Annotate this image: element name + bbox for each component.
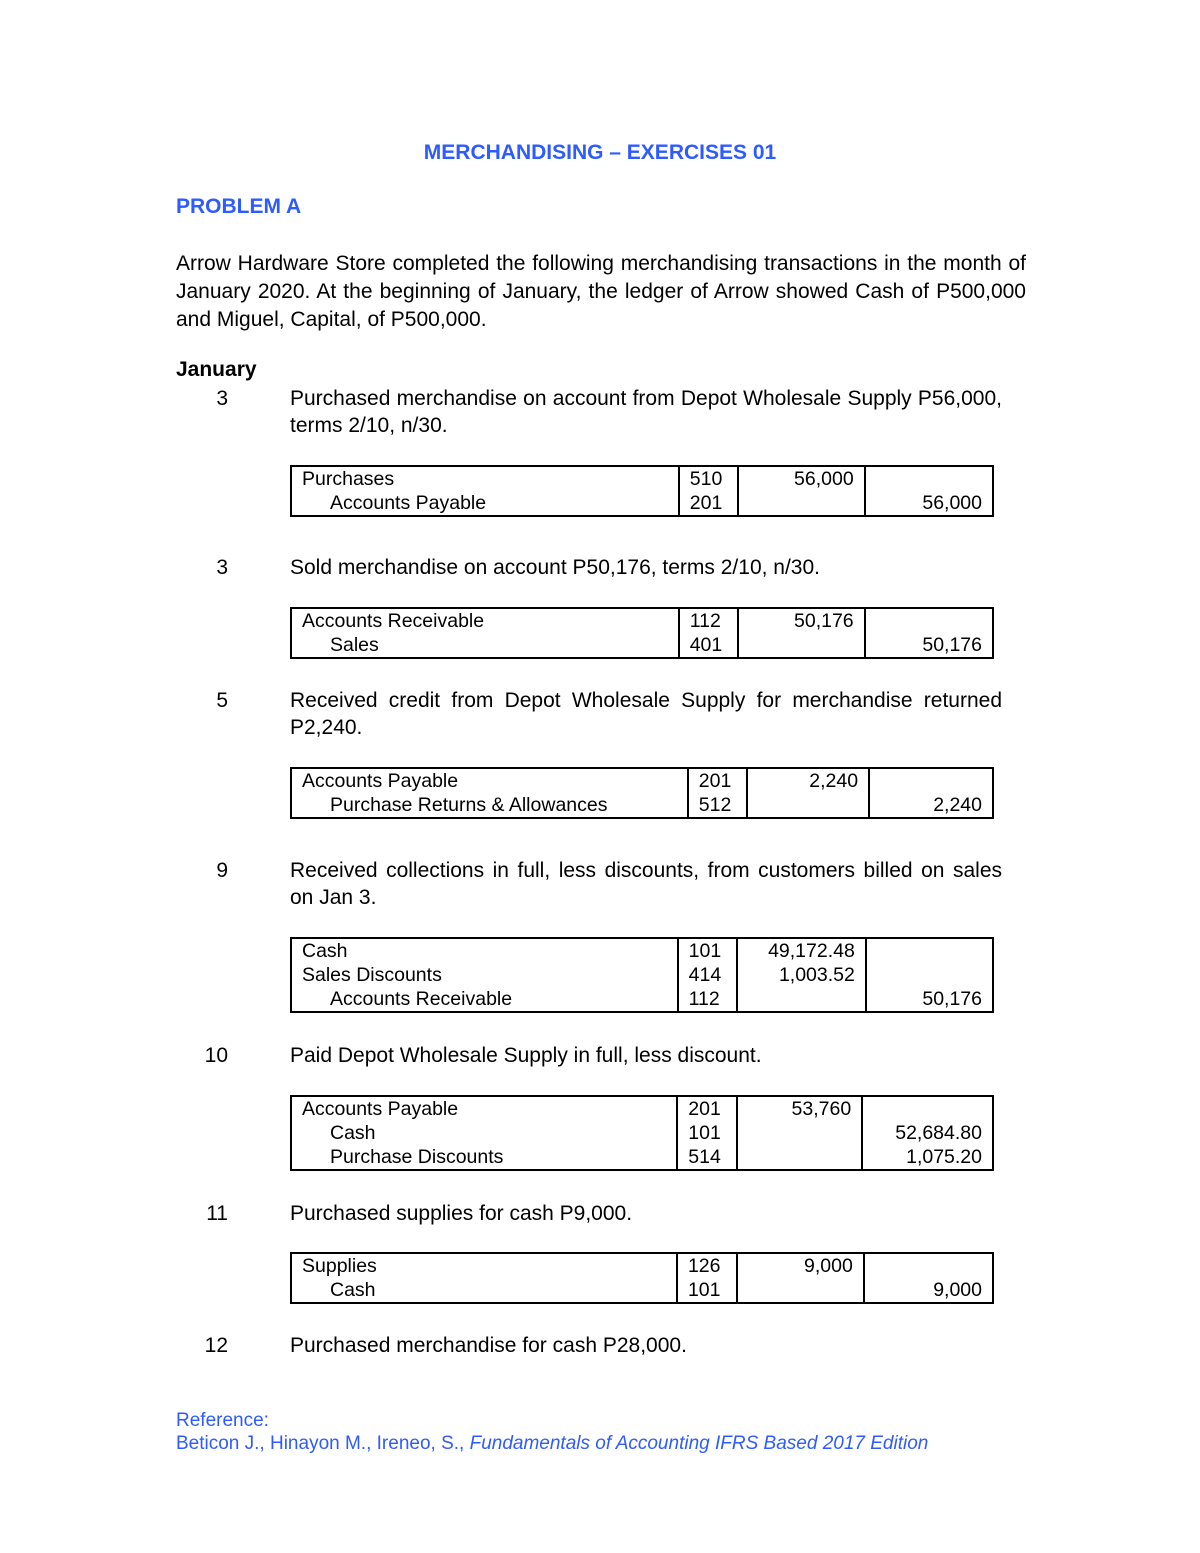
transaction-day: 10 [204, 1044, 228, 1067]
journal-entry [290, 607, 994, 659]
transaction-description: Received collections in full, less discounts, from customers billed on sales on Jan 3. [290, 859, 1002, 909]
transaction-day: 11 [206, 1202, 228, 1225]
account-name: Purchase Returns & Allowances [330, 794, 608, 816]
reference-citation [176, 1433, 928, 1455]
transaction-day: 9 [216, 859, 228, 882]
transaction-description: Received credit from Depot Wholesale Supply for merchandise returned P2,240. [290, 689, 1002, 739]
problem-heading: PROBLEM A [176, 195, 302, 218]
account-ref: 510 [679, 466, 738, 491]
transaction-description: Purchased merchandise for cash P28,000. [290, 1334, 687, 1357]
journal-row [291, 1145, 993, 1170]
debit-amount [737, 1145, 863, 1170]
account-name: Accounts Payable [302, 770, 459, 792]
account-name: Accounts Payable [330, 492, 487, 514]
journal-row [291, 466, 993, 491]
account-ref: 112 [678, 987, 737, 1012]
journal-entry [290, 465, 994, 517]
page-title: MERCHANDISING – EXERCISES 01 [423, 141, 777, 164]
month-heading: January [176, 358, 257, 381]
credit-amount: 1,075.20 [862, 1145, 993, 1170]
credit-amount [865, 608, 993, 633]
debit-amount [738, 491, 865, 516]
journal-entry [290, 1095, 994, 1171]
account-name: Supplies [302, 1255, 377, 1277]
account-ref: 401 [679, 633, 738, 658]
journal-row [291, 1096, 993, 1121]
credit-amount [866, 938, 993, 963]
credit-amount [866, 963, 993, 987]
credit-amount: 56,000 [865, 491, 993, 516]
credit-amount: 50,176 [866, 987, 993, 1012]
intro-paragraph [176, 250, 1026, 334]
credit-amount [864, 1253, 993, 1278]
journal-row [291, 1121, 993, 1145]
account-name: Cash [330, 1279, 376, 1301]
reference-authors: Beticon J., Hinayon M., Ireneo, S., [176, 1433, 470, 1454]
debit-amount: 50,176 [738, 608, 865, 633]
debit-amount [737, 1278, 864, 1303]
credit-amount [862, 1096, 993, 1121]
account-name: Sales Discounts [302, 964, 442, 986]
transaction-description: Sold merchandise on account P50,176, terms 2/10, n/30. [290, 556, 820, 579]
debit-amount: 1,003.52 [737, 963, 866, 987]
journal-entry [290, 1252, 994, 1304]
account-name: Accounts Receivable [302, 610, 485, 632]
debit-amount [747, 793, 869, 818]
journal-row [291, 1253, 993, 1278]
credit-amount [865, 466, 993, 491]
journal-row [291, 608, 993, 633]
transaction-day: 12 [204, 1334, 228, 1357]
credit-amount: 2,240 [869, 793, 993, 818]
account-ref: 514 [677, 1145, 736, 1170]
debit-amount [738, 633, 865, 658]
journal-entry [290, 937, 994, 1013]
credit-amount: 50,176 [865, 633, 993, 658]
transaction-description: Purchased supplies for cash P9,000. [290, 1202, 633, 1225]
debit-amount: 49,172.48 [737, 938, 866, 963]
intro-text: Arrow Hardware Store completed the following merchandising transactions in the month of January 2020. At the beginning of January, the ledger of Arrow showed Cash of P500,000 and Miguel, Capital, of P500,000. [176, 252, 1026, 331]
debit-amount: 9,000 [737, 1253, 864, 1278]
journal-row [291, 491, 993, 516]
journal-entry [290, 767, 994, 819]
journal-row [291, 1278, 993, 1303]
account-name: Purchases [302, 468, 395, 490]
journal-row [291, 793, 993, 818]
account-name: Purchase Discounts [330, 1146, 504, 1168]
debit-amount [737, 987, 866, 1012]
account-ref: 101 [677, 1278, 737, 1303]
transaction-description: Purchased merchandise on account from Depot Wholesale Supply P56,000, terms 2/10, n/30. [290, 387, 1002, 437]
journal-row [291, 768, 993, 793]
reference-book-title: Fundamentals of Accounting IFRS Based 2017 Edition [469, 1433, 929, 1454]
journal-row [291, 938, 993, 963]
reference-label: Reference: [176, 1410, 269, 1431]
account-ref: 101 [677, 1121, 736, 1145]
debit-amount: 56,000 [738, 466, 865, 491]
account-name: Cash [302, 940, 348, 962]
account-name: Accounts Receivable [330, 988, 513, 1010]
journal-row [291, 633, 993, 658]
debit-amount [737, 1121, 863, 1145]
account-ref: 201 [679, 491, 738, 516]
account-ref: 512 [688, 793, 747, 818]
account-name: Cash [330, 1122, 376, 1144]
debit-amount: 53,760 [737, 1096, 863, 1121]
credit-amount: 52,684.80 [862, 1121, 993, 1145]
account-name: Accounts Payable [302, 1098, 459, 1120]
account-ref: 201 [688, 768, 747, 793]
account-ref: 112 [679, 608, 738, 633]
transaction-day: 3 [216, 387, 228, 410]
journal-row [291, 987, 993, 1012]
transaction-description: Paid Depot Wholesale Supply in full, less discount. [290, 1044, 762, 1067]
account-name: Sales [330, 634, 379, 656]
transaction-day: 3 [216, 556, 228, 579]
credit-amount: 9,000 [864, 1278, 993, 1303]
account-ref: 126 [677, 1253, 737, 1278]
account-ref: 101 [678, 938, 737, 963]
account-ref: 201 [677, 1096, 736, 1121]
debit-amount: 2,240 [747, 768, 869, 793]
account-ref: 414 [678, 963, 737, 987]
credit-amount [869, 768, 993, 793]
journal-row [291, 963, 993, 987]
transaction-day: 5 [216, 689, 228, 712]
